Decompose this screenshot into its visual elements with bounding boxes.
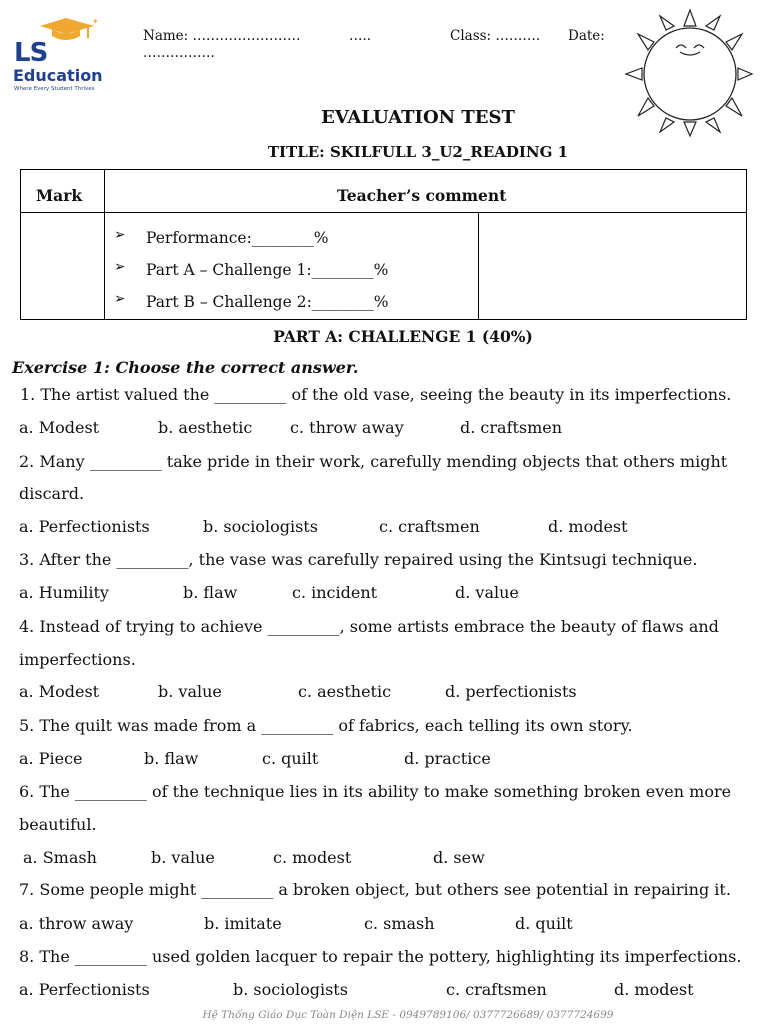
- arrow-bullet-icon: ➢: [114, 291, 126, 307]
- option-8d: d. modest: [614, 980, 694, 999]
- part-b-item: Part B – Challenge 2:________%: [146, 293, 389, 311]
- question-2: 2. Many _________ take pride in their work, carefully mending objects that others might: [19, 452, 728, 471]
- option-6d: d. sew: [433, 848, 485, 867]
- option-3d: d. value: [455, 583, 519, 602]
- question-4: 4. Instead of trying to achieve _________, some artists embrace the beauty of flaws and: [19, 617, 719, 636]
- evaluation-table: [20, 169, 747, 320]
- option-1b: b. aesthetic: [158, 418, 253, 437]
- option-8a: a. Perfectionists: [19, 980, 150, 999]
- option-4d: d. perfectionists: [445, 682, 577, 701]
- option-4c: c. aesthetic: [298, 682, 392, 701]
- option-8b: b. sociologists: [233, 980, 348, 999]
- mark-header: Mark: [36, 186, 83, 205]
- question-6-cont: beautiful.: [19, 815, 97, 834]
- option-3b: b. flaw: [183, 583, 238, 602]
- option-6a: a. Smash: [23, 848, 97, 867]
- question-1: 1. The artist valued the _________ of the old vase, seeing the beauty in its imperfections.: [20, 385, 732, 404]
- arrow-bullet-icon: ➢: [114, 259, 126, 275]
- teacher-comment-header: Teacher’s comment: [337, 186, 507, 205]
- footer-contact: Hệ Thống Giáo Dục Toàn Diện LSE - 0949789106/ 0377726689/ 0377724699: [202, 1009, 614, 1021]
- logo-education: Education: [13, 66, 103, 85]
- question-7: 7. Some people might _________ a broken object, but others see potential in repairing it.: [19, 880, 731, 899]
- option-1d: d. craftsmen: [460, 418, 563, 437]
- option-2d: d. modest: [548, 517, 628, 536]
- option-3a: a. Humility: [19, 583, 109, 602]
- option-5c: c. quilt: [262, 749, 319, 768]
- option-6b: b. value: [151, 848, 215, 867]
- option-7a: a. throw away: [19, 914, 134, 933]
- option-7d: d. quilt: [515, 914, 573, 933]
- part-a-heading: PART A: CHALLENGE 1 (40%): [273, 327, 533, 346]
- option-5b: b. flaw: [144, 749, 199, 768]
- name-field: Name: ……………………: [143, 28, 301, 44]
- option-3c: c. incident: [292, 583, 378, 602]
- logo-tagline: Where Every Student Thrives: [14, 86, 95, 92]
- arrow-bullet-icon: ➢: [114, 227, 126, 243]
- page-subtitle: TITLE: SKILFULL 3_U2_READING 1: [267, 143, 569, 161]
- part-a-item: Part A – Challenge 1:________%: [146, 261, 389, 279]
- question-6: 6. The _________ of the technique lies in its ability to make something broken even more: [19, 782, 732, 801]
- option-7c: c. smash: [364, 914, 435, 933]
- option-2a: a. Perfectionists: [19, 517, 150, 536]
- svg-text:✦: ✦: [92, 17, 99, 26]
- option-1c: c. throw away: [290, 418, 404, 437]
- option-8c: c. craftsmen: [446, 980, 547, 999]
- date-field: Date:: [568, 28, 605, 44]
- exercise-title: Exercise 1: Choose the correct answer.: [12, 358, 359, 377]
- option-4a: a. Modest: [19, 682, 100, 701]
- name-field-extra: …..: [349, 28, 372, 44]
- option-2c: c. craftsmen: [379, 517, 480, 536]
- date-line: …………….: [143, 45, 215, 61]
- class-field: Class: ……….: [450, 28, 541, 44]
- question-4-cont: imperfections.: [19, 650, 136, 669]
- option-5a: a. Piece: [19, 749, 83, 768]
- option-7b: b. imitate: [204, 914, 282, 933]
- option-2b: b. sociologists: [203, 517, 318, 536]
- question-2-cont: discard.: [19, 484, 85, 503]
- question-8: 8. The _________ used golden lacquer to repair the pottery, highlighting its imperfections.: [19, 947, 742, 966]
- performance-item: Performance:________%: [146, 229, 329, 247]
- page-title: EVALUATION TEST: [321, 107, 515, 128]
- option-6c: c. modest: [273, 848, 352, 867]
- logo-ls: LS: [14, 38, 48, 68]
- option-5d: d. practice: [404, 749, 491, 768]
- option-1a: a. Modest: [19, 418, 100, 437]
- question-5: 5. The quilt was made from a _________ of fabrics, each telling its own story.: [19, 716, 633, 735]
- option-4b: b. value: [158, 682, 222, 701]
- question-3: 3. After the _________, the vase was carefully repaired using the Kintsugi technique.: [19, 550, 698, 569]
